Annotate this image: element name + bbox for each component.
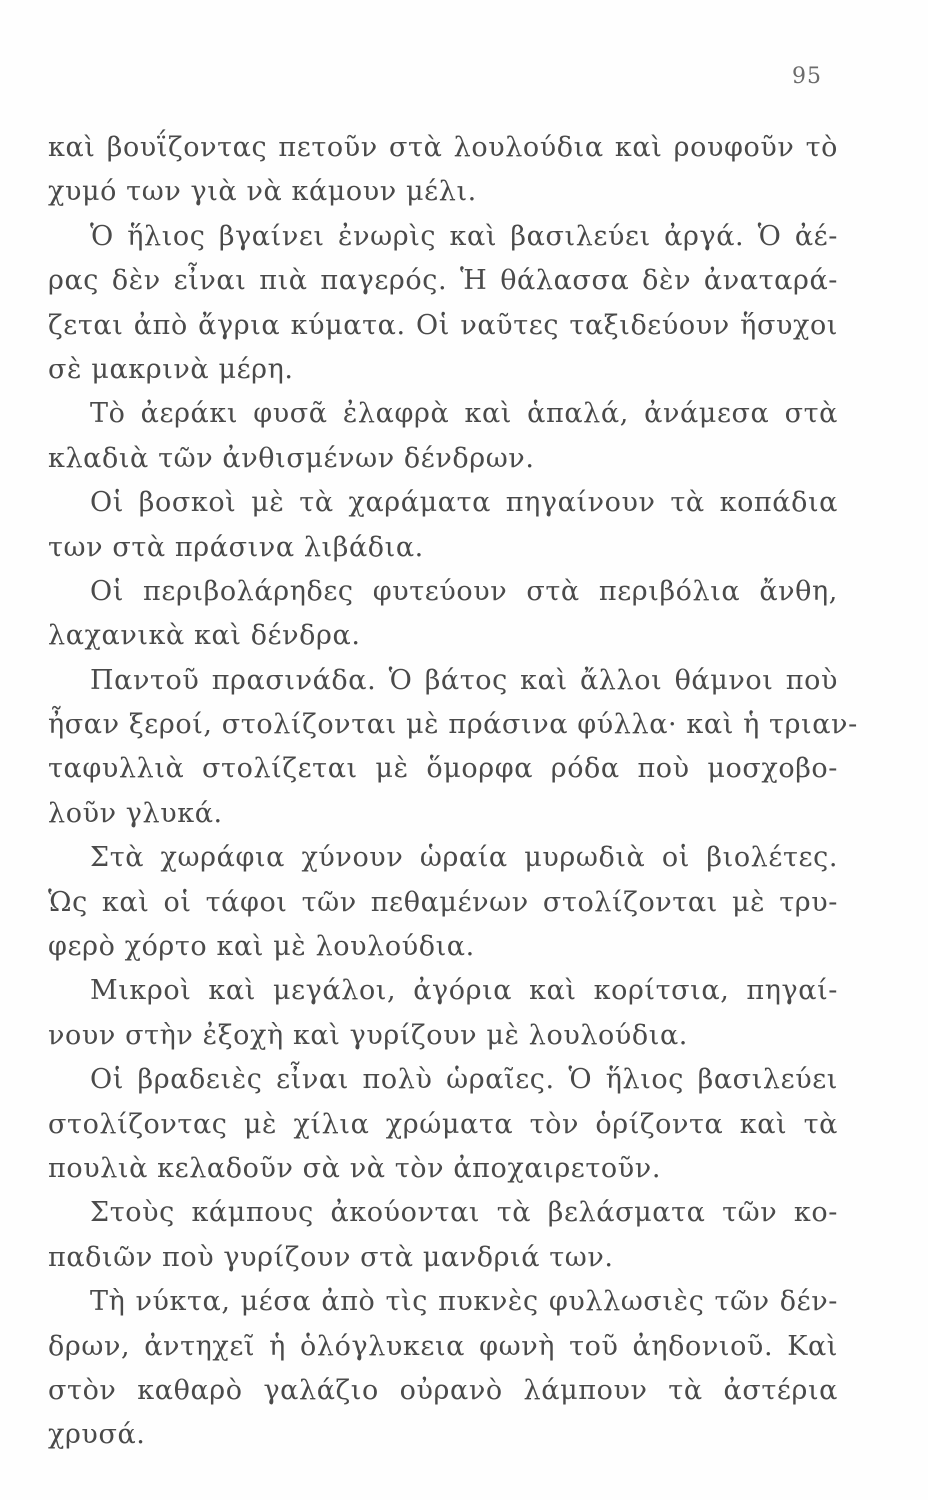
text-line: κλαδιὰ τῶν ἀνθισμένων δένδρων. (48, 442, 535, 474)
text-line: καὶ βουΐζοντας πετοῦν στὰ λουλούδια καὶ ρουφοῦν τὸ (48, 132, 838, 163)
text-line: Οἱ βραδειὲς εἶναι πολὺ ὡραῖες. Ὁ ἥλιος βασιλεύει (90, 1064, 838, 1096)
body-text (48, 126, 858, 1458)
text-line: Μικροὶ καὶ μεγάλοι, ἀγόρια καὶ κορίτσια, πηγαί- (90, 975, 838, 1007)
text-line: δρων, ἀντηχεῖ ἡ ὁλόγλυκεια φωνὴ τοῦ ἀηδονιοῦ. Καὶ (48, 1330, 838, 1362)
text-line: Ὁ ἥλιος βγαίνει ἐνωρὶς καὶ βασιλεύει ἀργά. Ὁ ἀέ- (90, 220, 838, 252)
text-line: Παντοῦ πρασινάδα. Ὁ βάτος καὶ ἄλλοι θάμνοι ποὺ (90, 664, 838, 696)
text-line: Τὸ ἀεράκι φυσᾶ ἐλαφρὰ καὶ ἁπαλά, ἀνάμεσα στὰ (90, 398, 838, 430)
text-line: των στὰ πράσινα λιβάδια. (48, 531, 424, 563)
text-line: Ὡς καὶ οἱ τάφοι τῶν πεθαμένων στολίζονται μὲ τρυ- (48, 886, 838, 918)
text-line: στὸν καθαρὸ γαλάζιο οὐρανὸ λάμπουν τὰ ἀστέρια (48, 1374, 838, 1406)
text-line: Οἱ περιβολάρηδες φυτεύουν στὰ περιβόλια ἄνθη, (90, 575, 838, 607)
text-line: χυμό των γιὰ νὰ κάμουν μέλι. (48, 176, 477, 208)
text-line: Τὴ νύκτα, μέσα ἀπὸ τὶς πυκνὲς φυλλωσιὲς τῶν δέν- (90, 1286, 838, 1318)
text-line: πουλιὰ κελαδοῦν σὰ νὰ τὸν ἀποχαιρετοῦν. (48, 1152, 661, 1184)
text-line: ρας δὲν εἶναι πιὰ παγερός. Ἡ θάλασσα δὲν ἀναταρά- (48, 265, 838, 297)
text-line: ζεται ἀπὸ ἄγρια κύματα. Οἱ ναῦτες ταξιδεύουν ἥσυχοι (48, 309, 838, 341)
text-line: νουν στὴν ἐξοχὴ καὶ γυρίζουν μὲ λουλούδια. (48, 1019, 688, 1051)
text-line: στολίζοντας μὲ χίλια χρώματα τὸν ὁρίζοντα καὶ τὰ (48, 1108, 838, 1140)
text-line: ἦσαν ξεροί, στολίζονται μὲ πράσινα φύλλα· καὶ ἡ τριαν- (48, 709, 858, 741)
text-line: λαχανικὰ καὶ δένδρα. (48, 620, 361, 652)
text-line: φερὸ χόρτο καὶ μὲ λουλούδια. (48, 931, 475, 963)
text-line: λοῦν γλυκά. (48, 797, 223, 829)
text-line: Στὰ χωράφια χύνουν ὡραία μυρωδιὰ οἱ βιολέτες. (90, 842, 838, 874)
text-line: παδιῶν ποὺ γυρίζουν στὰ μανδριά των. (48, 1241, 614, 1273)
page-number: 95 (792, 64, 822, 89)
text-line: ταφυλλιὰ στολίζεται μὲ ὅμορφα ρόδα ποὺ μοσχοβο- (48, 753, 838, 785)
text-line: Στοὺς κάμπους ἀκούονται τὰ βελάσματα τῶν κο- (90, 1197, 838, 1229)
text-line: Οἱ βοσκοὶ μὲ τὰ χαράματα πηγαίνουν τὰ κοπάδια (90, 487, 838, 519)
text-line: σὲ μακρινὰ μέρη. (48, 353, 294, 385)
text-line: χρυσά. (48, 1419, 146, 1451)
